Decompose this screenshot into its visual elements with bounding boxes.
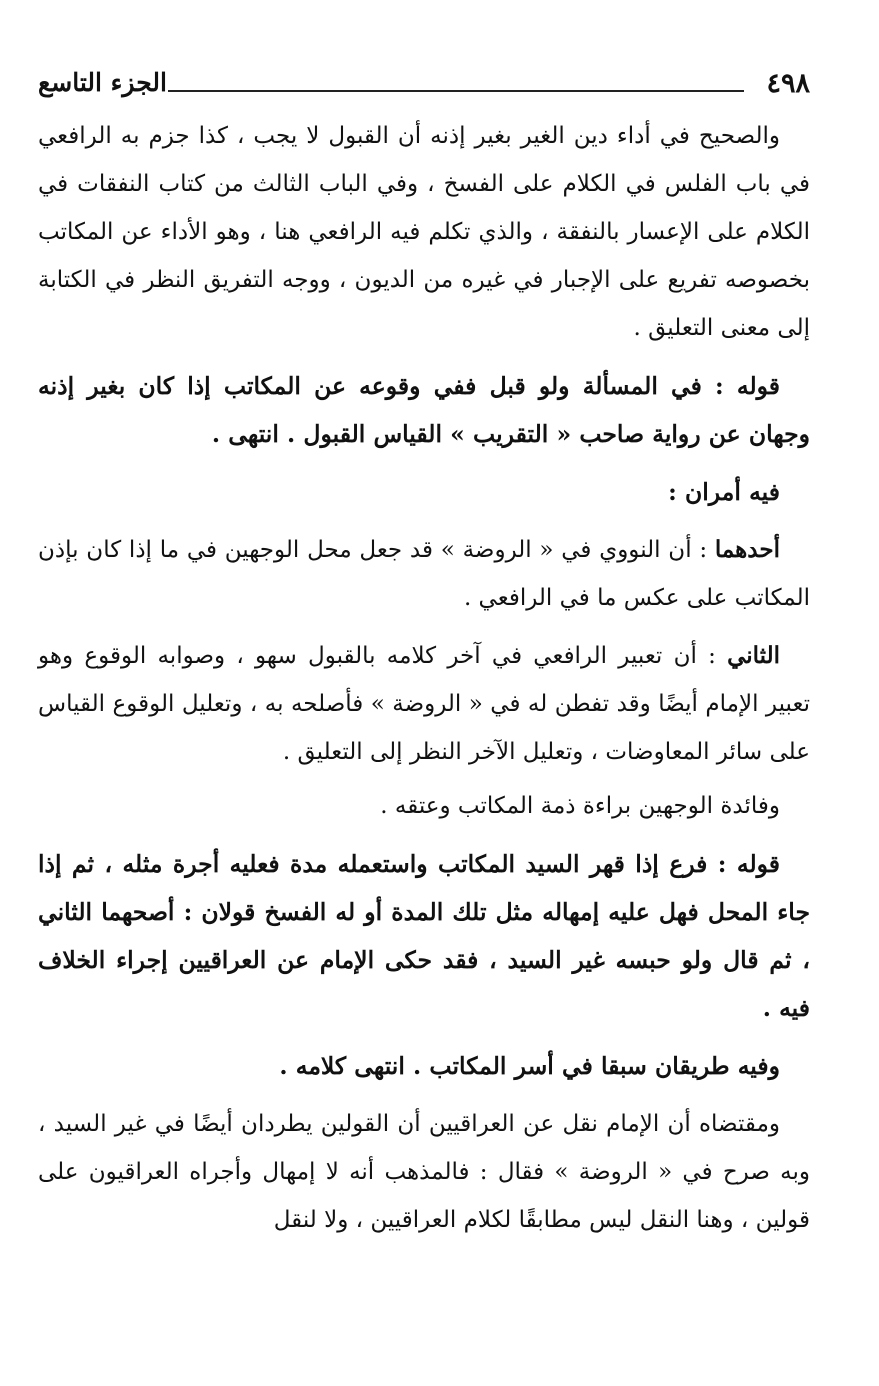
paragraph-6: وفائدة الوجهين براءة ذمة المكاتب وعتقه . bbox=[380, 793, 780, 819]
paragraph-3-heading: فيه أمران : bbox=[668, 478, 780, 506]
volume-title: الجزء التاسع bbox=[38, 68, 167, 97]
paragraph-7-quote: قوله : فرع إذا قهر السيد المكاتب واستعمله مدة فعليه أجرة مثله ، ثم إذا جاء المحل فهل عليه إمهاله مثل تلك المدة أو له الفسخ قولان : أصحهما الثاني ، ثم قال ولو حبسه غير السيد ، فقد حكى الإمام عن العراقيين إجراء الخلاف فيه . bbox=[38, 850, 810, 1022]
paragraph-5 bbox=[38, 632, 810, 776]
paragraph-4 bbox=[38, 526, 810, 622]
paragraph-1: والصحيح في أداء دين الغير بغير إذنه أن القبول لا يجب ، كذا جزم به الرافعي في باب الفلس في الكلام على الفسخ ، وفي الباب الثالث من كتاب النفقات في الكلام على الإعسار بالنفقة ، والذي تكلم فيه الرافعي هنا ، وهو الأداء عن المكاتب بخصوصه تفريع على الإجبار في غيره من الديون ، ووجه التفريق النظر في الكتابة إلى معنى التعليق . bbox=[38, 123, 810, 341]
paragraph-5-text: : أن تعبير الرافعي في آخر كلامه بالقبول سهو ، وصوابه الوقوع وهو تعبير الإمام أيضًا وقد تفطن له في « الروضة » فأصلحه به ، وتعليل الوقوع القياس على سائر المعاوضات ، وتعليل الآخر النظر إلى التعليق . bbox=[38, 643, 810, 765]
paragraph-4-text: : أن النووي في « الروضة » قد جعل محل الوجهين في ما إذا كان بإذن المكاتب على عكس ما في الرافعي . bbox=[38, 537, 810, 611]
page-number: ٤٩٨ bbox=[766, 68, 810, 99]
paragraph-5-lead: الثاني bbox=[727, 642, 780, 669]
header-rule bbox=[168, 90, 744, 92]
paragraph-9: ومقتضاه أن الإمام نقل عن العراقيين أن القولين يطردان أيضًا في غير السيد ، وبه صرح في « الروضة » فقال : فالمذهب أنه لا إمهال وأجراه العراقيون على قولين ، وهنا النقل ليس مطابقًا لكلام العراقيين ، ولا لنقل bbox=[38, 1111, 810, 1233]
paragraph-8-quote: وفيه طريقان سبقا في أسر المكاتب . انتهى كلامه . bbox=[279, 1052, 780, 1080]
paragraph-2-quote: قوله : في المسألة ولو قبل ففي وقوعه عن المكاتب إذا كان بغير إذنه وجهان عن رواية صاحب « التقريب » القياس القبول . انتهى . bbox=[38, 372, 810, 448]
paragraph-4-lead: أحدهما bbox=[714, 536, 780, 563]
book-page bbox=[38, 62, 810, 1244]
page-header bbox=[38, 62, 810, 112]
